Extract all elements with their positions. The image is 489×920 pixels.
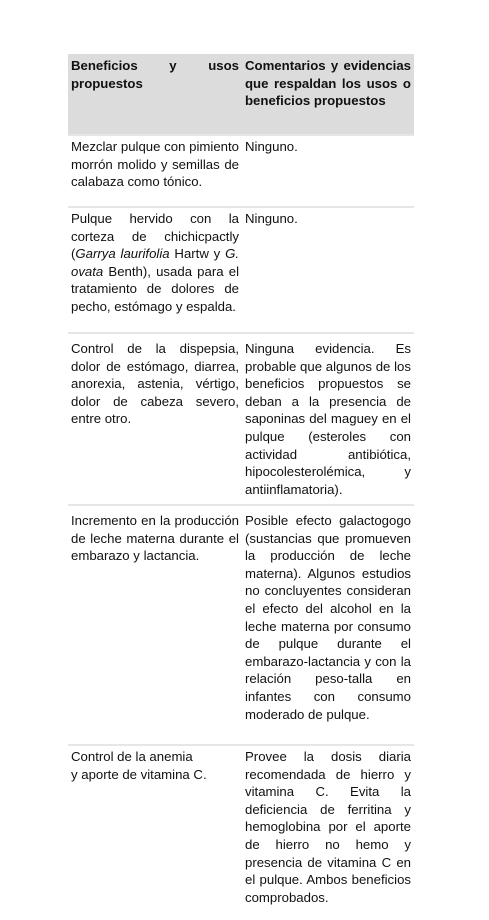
table-row: [68, 338, 414, 506]
table-row: [68, 746, 414, 912]
benefit-cell: [68, 208, 242, 332]
benefit-cell: Mezclar pulque con pimiento morrón molido y semillas de calabaza como tónico.: [71, 139, 239, 190]
benefit-line: y aporte de vitamina C.: [71, 766, 207, 782]
header-benefits: Beneficios y usos propuestos: [71, 58, 239, 91]
comment-cell: Ninguna evidencia. Es probable que algunos de los beneficios propuestos se deban a la presencia de saponinas del maguey en el pulque (esteroles con actividad antibiótica, hipocolesterolémica, y antiinflamatoria).: [245, 341, 411, 497]
benefit-cell: [68, 746, 242, 912]
species-name: Garrya laurifolia: [75, 246, 170, 262]
species-name: G. ovata: [71, 246, 239, 279]
table-row: [68, 136, 414, 208]
benefit-line: Control de la anemia: [71, 749, 193, 764]
table-header-row: [68, 54, 414, 136]
benefit-cell: Control de la dispepsia, dolor de estómago, diarrea, anorexia, astenia, vértigo, dolor de cabeza severo, entre otro.: [71, 341, 239, 427]
table-row: [68, 208, 414, 334]
comment-cell: Provee la dosis diaria recomendada de hierro y vitamina C. Evita la deficiencia de ferritina y hemoglobina por el aporte de hierro no hemo y presencia de vitamina C en el pulque. Ambos beneficios comprobados.: [245, 749, 411, 905]
header-comments: Comentarios y evidencias que respaldan los usos o beneficios propuestos: [245, 58, 411, 109]
benefit-text: Benth), usada para el tratamiento de dolores de pecho, estómago y espalda.: [71, 263, 239, 314]
benefit-text: Hartw y: [169, 246, 226, 262]
table-row: [68, 510, 414, 746]
comment-cell: Ninguno.: [245, 211, 298, 226]
benefits-table: [68, 54, 414, 912]
comment-cell: Posible efecto galactogogo (sustancias que promueven la producción de leche materna). Algunos estudios no concluyentes consideran el efecto del alcohol en la leche materna por consumo de pulque durante el embarazo-lactancia y con la relación peso-talla en infantes con consumo moderado de pulque.: [245, 513, 411, 722]
benefit-cell: Incremento en la producción de leche materna durante el embarazo y lactancia.: [71, 513, 239, 564]
comment-cell: Ninguno.: [245, 139, 298, 154]
benefit-text: Pulque hervido con la corteza de chichicpactly (: [71, 211, 239, 262]
